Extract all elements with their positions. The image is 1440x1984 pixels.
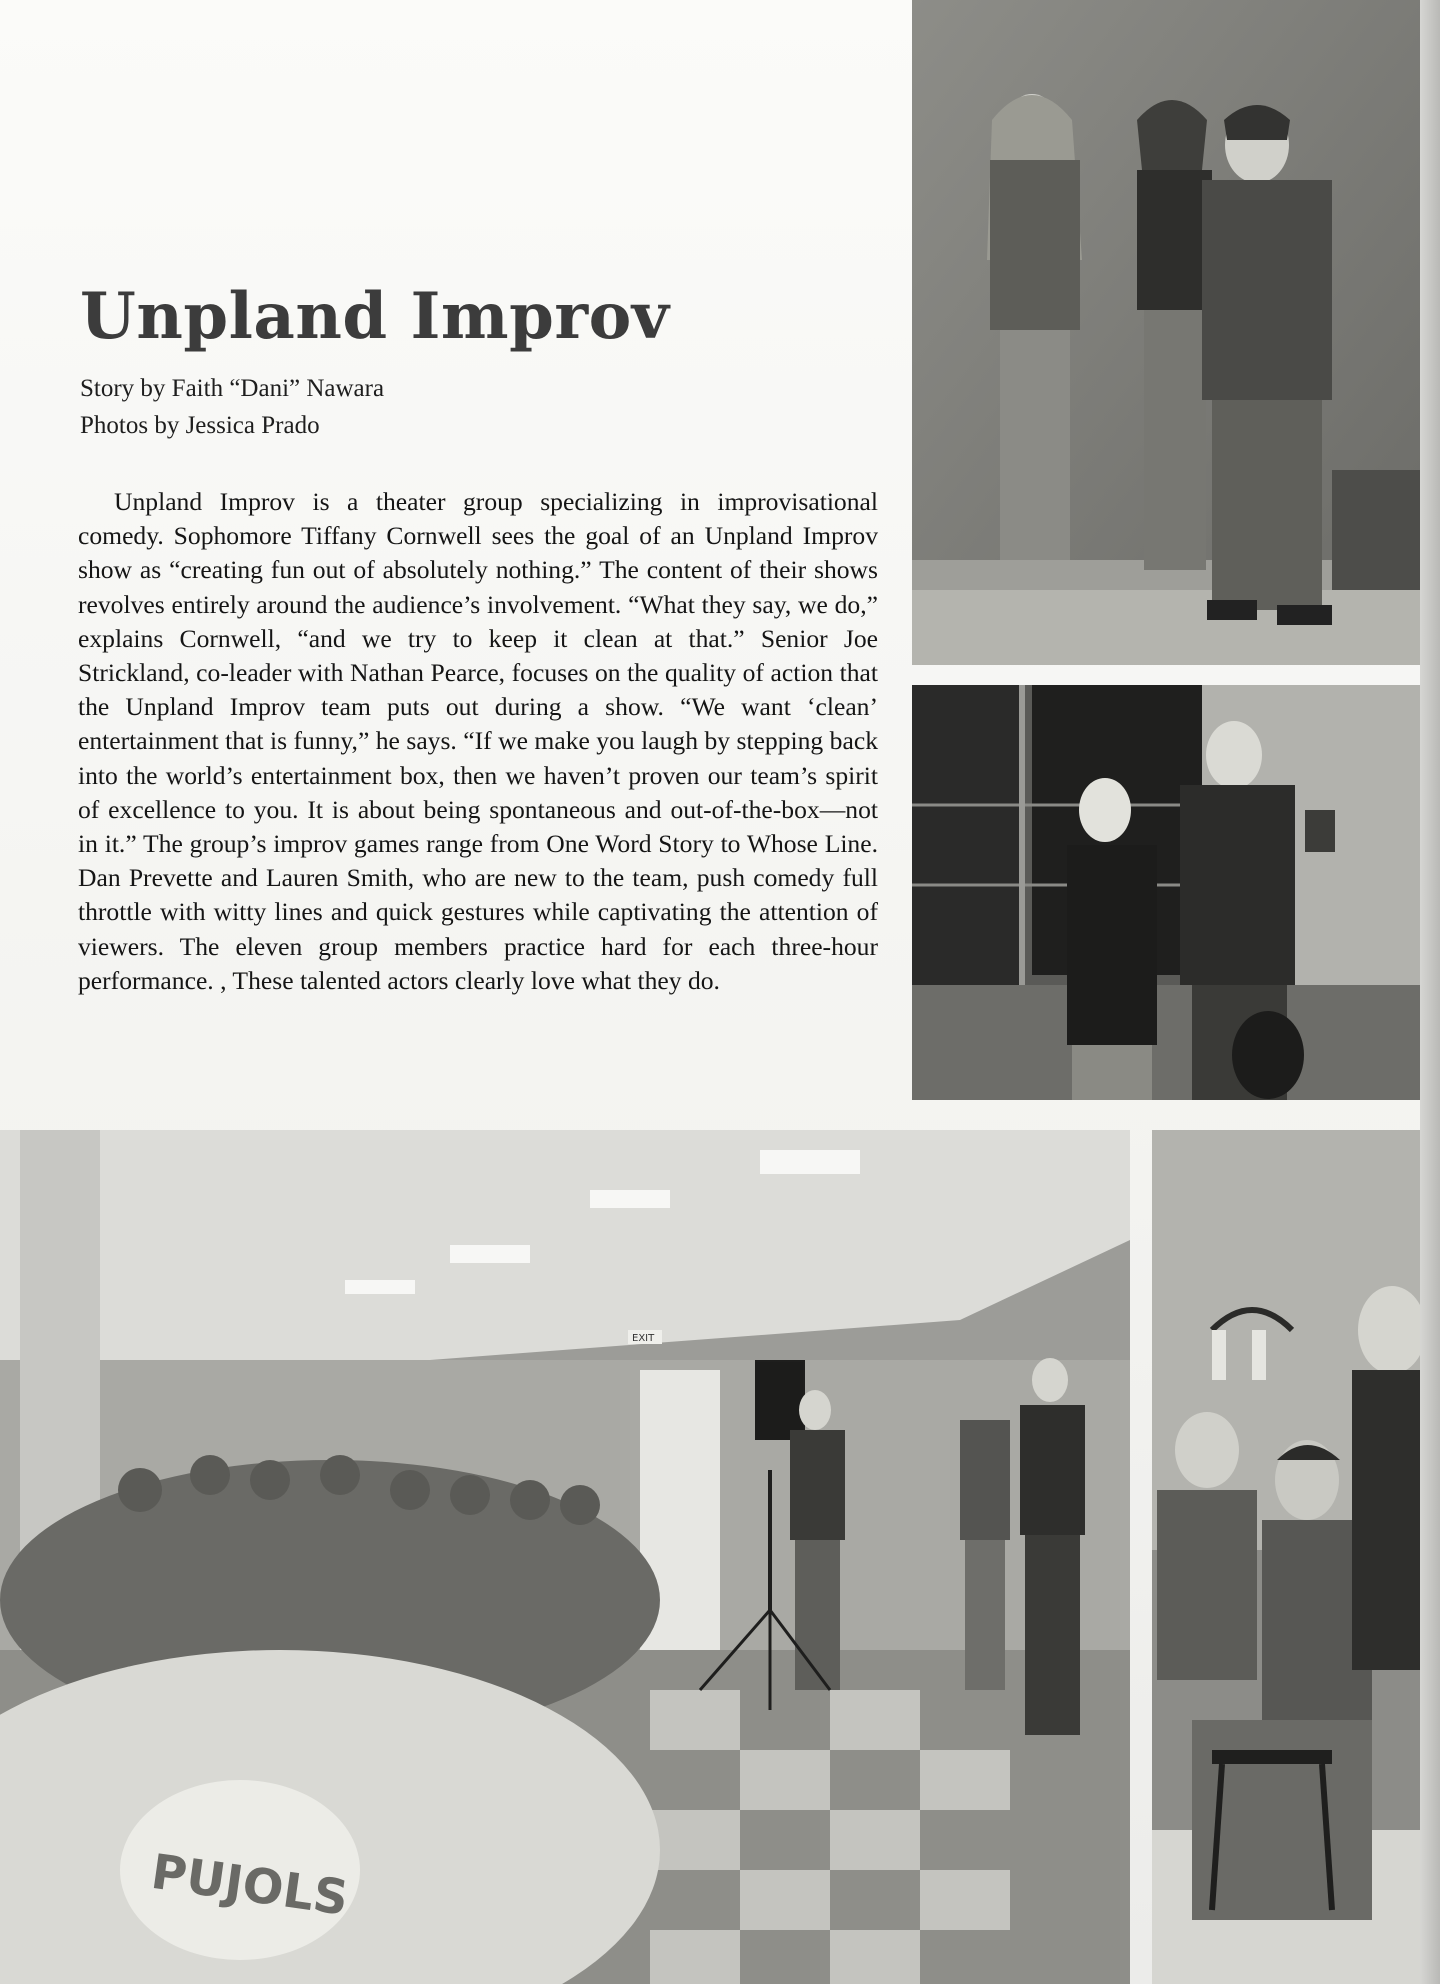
photo-performers-onstage <box>912 0 1420 665</box>
photo-seated-performers <box>1152 1130 1420 1984</box>
photo-audience-room <box>0 1130 1130 1984</box>
article-title: Unpland Improv <box>80 279 670 354</box>
shirt-lettering: PUJOLS <box>147 1843 352 1927</box>
photo-credit: Photos by Jessica Prado <box>80 412 320 439</box>
story-credit: Story by Faith “Dani” Nawara <box>80 375 385 402</box>
exit-sign-text: EXIT <box>632 1333 655 1344</box>
photo-two-performers <box>912 685 1420 1100</box>
page-binding-edge <box>1420 0 1440 1984</box>
article-body: Unpland Improv is a theater group specializing in improvisational comedy. Sophomore Tiffany Cornwell sees the goal of an Unpland Improv show as “creating fun out of absolutely nothing.” The content of their shows revolves entirely around the audience’s involvement. “What they say, we do,” explains Cornwell, “and we try to keep it clean at that.” Senior Joe Strickland, co-leader with Nathan Pearce, focuses on the quality of action that the Unpland Improv team puts out during a show. “We want ‘clean’ entertainment that is funny,” he says. “If we make you laugh by stepping back into the world’s entertainment box, then we haven’t proven our team’s spirit of excellence to you. It is about being spontaneous and out-of-the-box—not in it.” The group’s improv games range from One Word Story to Whose Line. Dan Prevette and Lauren Smith, who are new to the team, push comedy full throttle with witty lines and quick gestures while captivating the attention of viewers. The eleven group members practice hard for each three-hour performance. , These talented actors clearly love what they do. <box>78 487 878 995</box>
